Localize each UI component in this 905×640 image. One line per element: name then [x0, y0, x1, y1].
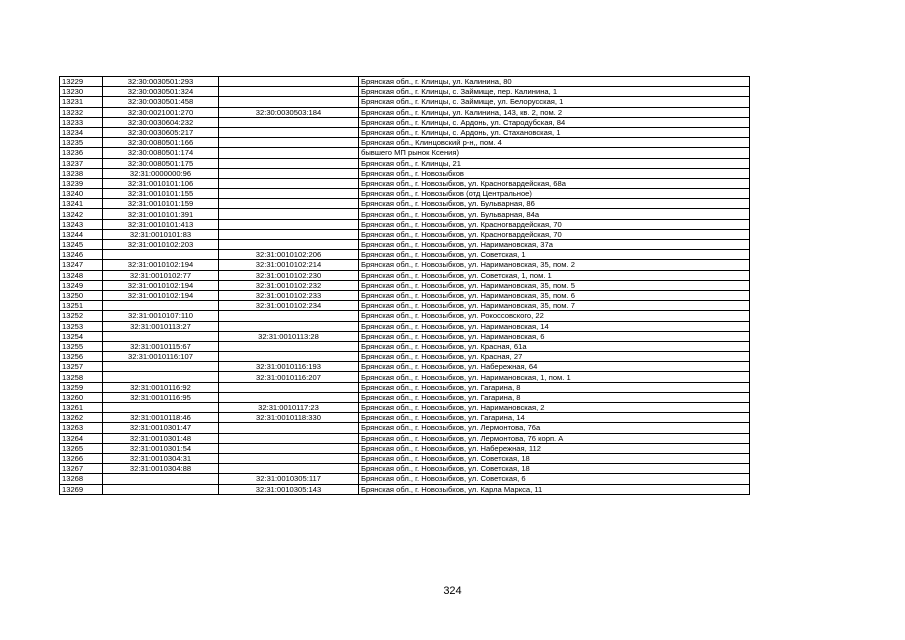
cadastral-number-cell: 32:31:0010101:106	[103, 178, 219, 188]
address-cell: Брянская обл., г. Новозыбков, ул. Наримановская, 35, пом. 2	[359, 260, 750, 270]
cadastral-number-cell: 32:31:0010101:155	[103, 189, 219, 199]
row-number-cell: 13232	[60, 107, 103, 117]
related-cadastral-number-cell: 32:31:0010116:193	[219, 362, 359, 372]
cadastral-number-cell: 32:30:0030605:217	[103, 127, 219, 137]
cadastral-number-cell: 32:31:0010118:46	[103, 413, 219, 423]
address-cell: бывшего МП рынок Ксения)	[359, 148, 750, 158]
related-cadastral-number-cell	[219, 178, 359, 188]
table-row	[60, 148, 750, 158]
table-row	[60, 250, 750, 260]
table-row	[60, 199, 750, 209]
cadastral-number-cell: 32:31:0010102:203	[103, 240, 219, 250]
address-cell: Брянская обл., г. Новозыбков, ул. Лермонтова, 76 корп. А	[359, 433, 750, 443]
row-number-cell: 13269	[60, 484, 103, 494]
address-cell: Брянская обл., г. Новозыбков, ул. Наримановская, 2	[359, 403, 750, 413]
address-cell: Брянская обл., Клинцовский р-н,, пом. 4	[359, 138, 750, 148]
address-cell: Брянская обл., г. Новозыбков, ул. Советская, 18	[359, 464, 750, 474]
table-row	[60, 403, 750, 413]
address-cell: Брянская обл., г. Новозыбков, ул. Гагарина, 8	[359, 382, 750, 392]
page-number: 324	[443, 585, 462, 597]
row-number-cell: 13248	[60, 270, 103, 280]
row-number-cell: 13234	[60, 127, 103, 137]
table-row	[60, 209, 750, 219]
row-number-cell: 13253	[60, 321, 103, 331]
table-row	[60, 413, 750, 423]
related-cadastral-number-cell	[219, 423, 359, 433]
cadastral-number-cell: 32:31:0010101:83	[103, 229, 219, 239]
related-cadastral-number-cell	[219, 127, 359, 137]
related-cadastral-number-cell	[219, 158, 359, 168]
table-row	[60, 168, 750, 178]
row-number-cell: 13254	[60, 331, 103, 341]
related-cadastral-number-cell	[219, 229, 359, 239]
row-number-cell: 13264	[60, 433, 103, 443]
cadastral-number-cell	[103, 362, 219, 372]
table-row	[60, 474, 750, 484]
related-cadastral-number-cell: 32:31:0010118:330	[219, 413, 359, 423]
related-cadastral-number-cell: 32:31:0010102:230	[219, 270, 359, 280]
related-cadastral-number-cell: 32:31:0010305:117	[219, 474, 359, 484]
address-cell: Брянская обл., г. Новозыбков, ул. Красная, 27	[359, 352, 750, 362]
table-row	[60, 260, 750, 270]
row-number-cell: 13240	[60, 189, 103, 199]
related-cadastral-number-cell: 32:31:0010102:214	[219, 260, 359, 270]
cadastral-number-cell: 32:31:0010102:194	[103, 280, 219, 290]
cadastral-number-cell	[103, 484, 219, 494]
related-cadastral-number-cell	[219, 341, 359, 351]
row-number-cell: 13229	[60, 77, 103, 87]
address-cell: Брянская обл., г. Новозыбков, ул. Набережная, 64	[359, 362, 750, 372]
cadastral-number-cell: 32:31:0010301:47	[103, 423, 219, 433]
related-cadastral-number-cell: 32:31:0010117:23	[219, 403, 359, 413]
table-row	[60, 433, 750, 443]
related-cadastral-number-cell	[219, 209, 359, 219]
related-cadastral-number-cell	[219, 97, 359, 107]
table-row	[60, 117, 750, 127]
table-row	[60, 443, 750, 453]
cadastral-number-cell: 32:30:0030501:324	[103, 87, 219, 97]
registry-table	[59, 76, 750, 495]
table-row	[60, 464, 750, 474]
row-number-cell: 13261	[60, 403, 103, 413]
cadastral-number-cell	[103, 474, 219, 484]
cadastral-number-cell: 32:31:0010116:95	[103, 392, 219, 402]
row-number-cell: 13236	[60, 148, 103, 158]
table-row	[60, 392, 750, 402]
cadastral-number-cell: 32:31:0010102:194	[103, 290, 219, 300]
related-cadastral-number-cell: 32:31:0010116:207	[219, 372, 359, 382]
row-number-cell: 13255	[60, 341, 103, 351]
related-cadastral-number-cell	[219, 87, 359, 97]
address-cell: Брянская обл., г. Новозыбков, ул. Лермонтова, 76а	[359, 423, 750, 433]
address-cell: Брянская обл., г. Новозыбков, ул. Гагарина, 14	[359, 413, 750, 423]
table-row	[60, 77, 750, 87]
address-cell: Брянская обл., г. Новозыбков, ул. Бульварная, 84а	[359, 209, 750, 219]
related-cadastral-number-cell	[219, 189, 359, 199]
table-row	[60, 321, 750, 331]
cadastral-number-cell: 32:31:0010116:92	[103, 382, 219, 392]
row-number-cell: 13268	[60, 474, 103, 484]
related-cadastral-number-cell	[219, 464, 359, 474]
table-row	[60, 331, 750, 341]
address-cell: Брянская обл., г. Новозыбков, ул. Красногвардейская, 70	[359, 229, 750, 239]
related-cadastral-number-cell	[219, 148, 359, 158]
row-number-cell: 13260	[60, 392, 103, 402]
address-cell: Брянская обл., г. Клинцы, с. Займище, пер. Калинина, 1	[359, 87, 750, 97]
table-row	[60, 280, 750, 290]
row-number-cell: 13266	[60, 453, 103, 463]
cadastral-number-cell: 32:31:0010116:107	[103, 352, 219, 362]
address-cell: Брянская обл., г. Новозыбков, ул. Наримановская, 35, пом. 5	[359, 280, 750, 290]
cadastral-number-cell: 32:31:0010101:159	[103, 199, 219, 209]
cadastral-number-cell: 32:31:0010101:391	[103, 209, 219, 219]
address-cell: Брянская обл., г. Клинцы, с. Ардонь, ул. Стахановская, 1	[359, 127, 750, 137]
row-number-cell: 13242	[60, 209, 103, 219]
address-cell: Брянская обл., г. Новозыбков, ул. Рокоссовского, 22	[359, 311, 750, 321]
table-row	[60, 453, 750, 463]
related-cadastral-number-cell: 32:31:0010113:28	[219, 331, 359, 341]
row-number-cell: 13244	[60, 229, 103, 239]
address-cell: Брянская обл., г. Новозыбков, ул. Гагарина, 8	[359, 392, 750, 402]
address-cell: Брянская обл., г. Новозыбков (отд Центральное)	[359, 189, 750, 199]
row-number-cell: 13257	[60, 362, 103, 372]
related-cadastral-number-cell	[219, 392, 359, 402]
cadastral-number-cell: 32:30:0030604:232	[103, 117, 219, 127]
related-cadastral-number-cell	[219, 382, 359, 392]
row-number-cell: 13251	[60, 301, 103, 311]
related-cadastral-number-cell	[219, 168, 359, 178]
table-row	[60, 229, 750, 239]
cadastral-number-cell: 32:30:0021001:270	[103, 107, 219, 117]
row-number-cell: 13247	[60, 260, 103, 270]
cadastral-number-cell: 32:31:0010304:31	[103, 453, 219, 463]
row-number-cell: 13243	[60, 219, 103, 229]
address-cell: Брянская обл., г. Клинцы, с. Ардонь, ул. Стародубская, 84	[359, 117, 750, 127]
related-cadastral-number-cell: 32:31:0010102:233	[219, 290, 359, 300]
cadastral-number-cell: 32:30:0080501:166	[103, 138, 219, 148]
related-cadastral-number-cell: 32:31:0010102:206	[219, 250, 359, 260]
row-number-cell: 13250	[60, 290, 103, 300]
address-cell: Брянская обл., г. Новозыбков, ул. Красная, 61а	[359, 341, 750, 351]
table-row	[60, 178, 750, 188]
address-cell: Брянская обл., г. Новозыбков	[359, 168, 750, 178]
table-row	[60, 362, 750, 372]
row-number-cell: 13246	[60, 250, 103, 260]
row-number-cell: 13267	[60, 464, 103, 474]
row-number-cell: 13233	[60, 117, 103, 127]
cadastral-number-cell: 32:31:0010113:27	[103, 321, 219, 331]
address-cell: Брянская обл., г. Новозыбков, ул. Советская, 1, пом. 1	[359, 270, 750, 280]
cadastral-number-cell: 32:31:0010115:67	[103, 341, 219, 351]
table-row	[60, 301, 750, 311]
row-number-cell: 13235	[60, 138, 103, 148]
address-cell: Брянская обл., г. Клинцы, 21	[359, 158, 750, 168]
related-cadastral-number-cell	[219, 240, 359, 250]
row-number-cell: 13241	[60, 199, 103, 209]
address-cell: Брянская обл., г. Новозыбков, ул. Карла Маркса, 11	[359, 484, 750, 494]
related-cadastral-number-cell	[219, 352, 359, 362]
related-cadastral-number-cell	[219, 77, 359, 87]
address-cell: Брянская обл., г. Клинцы, с. Займище, ул. Белорусская, 1	[359, 97, 750, 107]
cadastral-number-cell: 32:30:0080501:174	[103, 148, 219, 158]
table-row	[60, 97, 750, 107]
table-row	[60, 189, 750, 199]
cadastral-number-cell: 32:31:0010101:413	[103, 219, 219, 229]
related-cadastral-number-cell	[219, 443, 359, 453]
address-cell: Брянская обл., г. Клинцы, ул. Калинина, 143, кв. 2, пом. 2	[359, 107, 750, 117]
row-number-cell: 13238	[60, 168, 103, 178]
cadastral-number-cell	[103, 331, 219, 341]
cadastral-number-cell	[103, 403, 219, 413]
table-row	[60, 290, 750, 300]
row-number-cell: 13245	[60, 240, 103, 250]
address-cell: Брянская обл., г. Новозыбков, ул. Советская, 1	[359, 250, 750, 260]
table-row	[60, 311, 750, 321]
row-number-cell: 13262	[60, 413, 103, 423]
row-number-cell: 13259	[60, 382, 103, 392]
address-cell: Брянская обл., г. Новозыбков, ул. Советская, 6	[359, 474, 750, 484]
address-cell: Брянская обл., г. Новозыбков, ул. Советская, 18	[359, 453, 750, 463]
cadastral-number-cell: 32:31:0010301:54	[103, 443, 219, 453]
cadastral-number-cell	[103, 250, 219, 260]
row-number-cell: 13237	[60, 158, 103, 168]
related-cadastral-number-cell	[219, 311, 359, 321]
address-cell: Брянская обл., г. Новозыбков, ул. Набережная, 112	[359, 443, 750, 453]
cadastral-number-cell: 32:31:0000000:96	[103, 168, 219, 178]
table-row	[60, 352, 750, 362]
cadastral-number-cell: 32:31:0010301:48	[103, 433, 219, 443]
table-row	[60, 240, 750, 250]
address-cell: Брянская обл., г. Новозыбков, ул. Наримановская, 37а	[359, 240, 750, 250]
registry-body	[60, 77, 750, 495]
related-cadastral-number-cell	[219, 433, 359, 443]
cadastral-number-cell	[103, 301, 219, 311]
row-number-cell: 13263	[60, 423, 103, 433]
row-number-cell: 13231	[60, 97, 103, 107]
related-cadastral-number-cell	[219, 219, 359, 229]
table-row	[60, 158, 750, 168]
cadastral-number-cell: 32:31:0010102:194	[103, 260, 219, 270]
row-number-cell: 13256	[60, 352, 103, 362]
related-cadastral-number-cell	[219, 199, 359, 209]
row-number-cell: 13249	[60, 280, 103, 290]
related-cadastral-number-cell	[219, 453, 359, 463]
cadastral-number-cell	[103, 372, 219, 382]
table-row	[60, 270, 750, 280]
address-cell: Брянская обл., г. Новозыбков, ул. Красногвардейская, 70	[359, 219, 750, 229]
table-row	[60, 382, 750, 392]
related-cadastral-number-cell: 32:30:0030503:184	[219, 107, 359, 117]
address-cell: Брянская обл., г. Новозыбков, ул. Наримановская, 1, пом. 1	[359, 372, 750, 382]
related-cadastral-number-cell: 32:31:0010102:232	[219, 280, 359, 290]
cadastral-number-cell: 32:31:0010102:77	[103, 270, 219, 280]
row-number-cell: 13239	[60, 178, 103, 188]
table-row	[60, 127, 750, 137]
cadastral-number-cell: 32:30:0030501:458	[103, 97, 219, 107]
address-cell: Брянская обл., г. Новозыбков, ул. Наримановская, 14	[359, 321, 750, 331]
related-cadastral-number-cell	[219, 117, 359, 127]
table-row	[60, 484, 750, 494]
address-cell: Брянская обл., г. Новозыбков, ул. Бульварная, 86	[359, 199, 750, 209]
cadastral-number-cell: 32:31:0010304:88	[103, 464, 219, 474]
address-cell: Брянская обл., г. Новозыбков, ул. Наримановская, 35, пом. 7	[359, 301, 750, 311]
table-row	[60, 219, 750, 229]
address-cell: Брянская обл., г. Новозыбков, ул. Наримановская, 6	[359, 331, 750, 341]
cadastral-number-cell: 32:31:0010107:110	[103, 311, 219, 321]
row-number-cell: 13258	[60, 372, 103, 382]
table-row	[60, 372, 750, 382]
address-cell: Брянская обл., г. Клинцы, ул. Калинина, 80	[359, 77, 750, 87]
table-row	[60, 138, 750, 148]
related-cadastral-number-cell	[219, 138, 359, 148]
related-cadastral-number-cell: 32:31:0010305:143	[219, 484, 359, 494]
address-cell: Брянская обл., г. Новозыбков, ул. Наримановская, 35, пом. 6	[359, 290, 750, 300]
table-row	[60, 341, 750, 351]
cadastral-number-cell: 32:30:0030501:293	[103, 77, 219, 87]
table-row	[60, 423, 750, 433]
row-number-cell: 13252	[60, 311, 103, 321]
row-number-cell: 13230	[60, 87, 103, 97]
address-cell: Брянская обл., г. Новозыбков, ул. Красногвардейская, 68а	[359, 178, 750, 188]
related-cadastral-number-cell: 32:31:0010102:234	[219, 301, 359, 311]
cadastral-number-cell: 32:30:0080501:175	[103, 158, 219, 168]
row-number-cell: 13265	[60, 443, 103, 453]
table-row	[60, 107, 750, 117]
table-row	[60, 87, 750, 97]
related-cadastral-number-cell	[219, 321, 359, 331]
